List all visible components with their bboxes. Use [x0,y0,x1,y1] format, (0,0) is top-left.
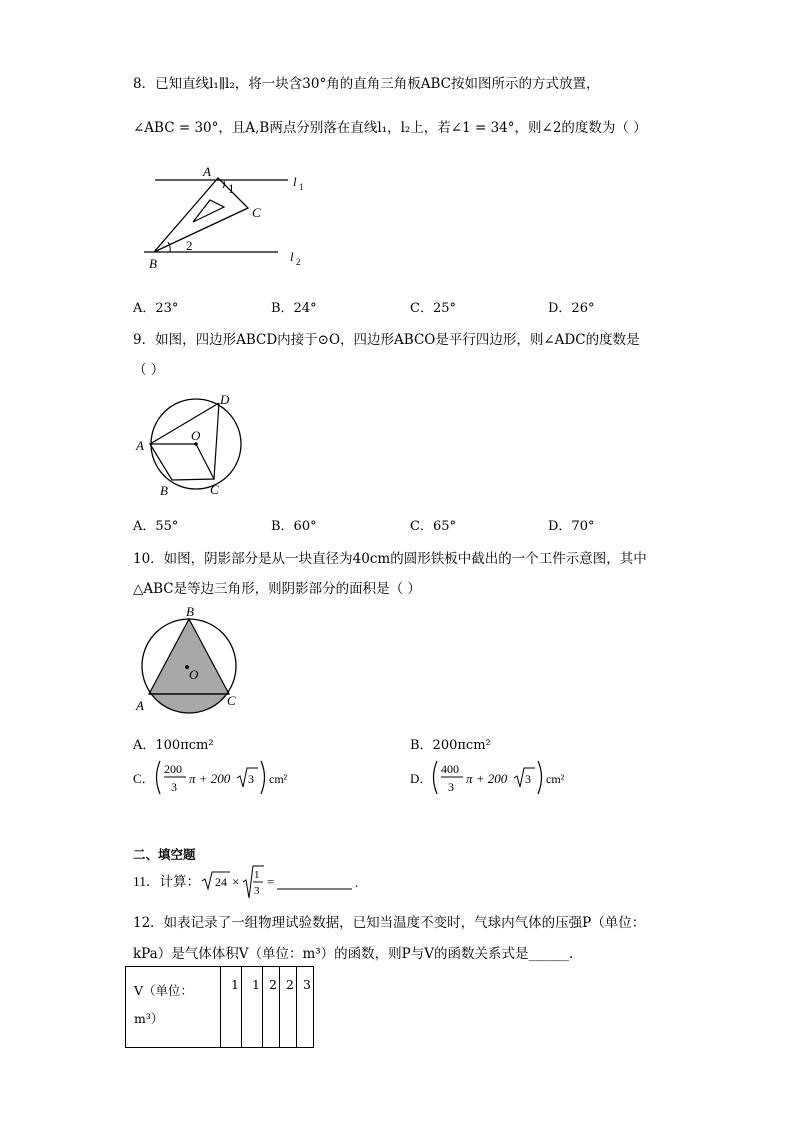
table-cell: 2 [280,967,297,1048]
table-cell: 3 [297,967,314,1048]
section-title: 二、填空题 [133,848,196,862]
table-cell: 1 [221,967,242,1048]
svg-text:.: . [355,875,359,890]
q10-option-d [407,756,587,800]
label-angle1: 1 [228,181,235,196]
svg-text:π + 200: π + 200 [466,771,508,786]
label-l1-sub: 1 [299,182,304,192]
q8-option-c: C．25° [410,301,456,316]
label-d: D [220,392,230,407]
svg-text:3: 3 [171,780,177,794]
label-a: A [136,698,144,713]
q11-line [130,862,370,902]
svg-text:3: 3 [254,885,260,897]
q9-option-c: C．65° [410,519,456,534]
q12-line1: 12．如表记录了一组物理试验数据，已知当温度不变时，气球内气体的压强P（单位： [133,915,646,931]
table-header-cell [126,967,221,1048]
parallelogram-abco [150,444,214,480]
label-o: O [189,667,199,682]
q8-figure [130,160,320,275]
table-cell: 1 [242,967,263,1048]
label-o: O [191,428,201,443]
svg-text:D．: D． [410,771,433,786]
svg-text:11．计算：: 11．计算： [133,874,200,889]
svg-text:cm²: cm² [269,772,288,786]
label-c: C [227,693,236,708]
svg-text:=: = [267,874,275,889]
svg-text:3: 3 [248,772,254,786]
q12-data-table [125,966,314,1048]
svg-text:3: 3 [448,780,454,794]
svg-text:×: × [232,874,240,889]
q9-option-b: B．60° [271,519,317,534]
svg-text:C．: C． [133,771,155,786]
label-a: A [136,438,144,453]
q8-line1: 8．已知直线l₁∥l₂，将一块含30°角的直角三角板ABC按如图所示的方式放置， [133,76,600,92]
q9-line1: 9．如图，四边形ABCD内接于⊙O，四边形ABCO是平行四边形，则∠ADC的度数是 [133,332,640,348]
table-header-line2: m³） [134,1011,164,1026]
q9-line2: （ ） [133,362,165,378]
label-l2-sub: 2 [296,257,301,267]
q10-figure [130,602,250,720]
q12-line2: kPa）是气体体积V（单位：m³）的函数，则P与V的函数关系式是______. [133,946,574,962]
table-cell: 2 [263,967,280,1048]
label-b: B [160,483,168,498]
segment-ad [150,403,219,444]
q8-option-b: B．24° [271,301,317,316]
segment-dc [214,403,219,479]
svg-text:1: 1 [254,869,260,881]
svg-text:π + 200: π + 200 [189,771,231,786]
q10-line1: 10．如图，阴影部分是从一块直径为40cm的圆形铁板中截出的一个工件示意图，其中 [133,551,647,567]
q10-option-b: B．200πcm² [410,738,491,753]
label-b: B [186,604,194,619]
q9-option-d: D．70° [548,519,595,534]
inner-triangle [193,200,224,222]
table-header-line1: V（单位： [134,983,194,998]
q8-option-d: D．26° [548,301,595,316]
label-b: B [149,256,157,271]
q9-figure [130,388,250,503]
svg-text:400: 400 [441,762,459,776]
label-angle2: 2 [186,238,193,253]
shaded-triangle [149,619,229,694]
table-row [126,967,314,1048]
svg-text:200: 200 [164,762,182,776]
label-c: C [252,205,261,220]
q10-line2: △ABC是等边三角形，则阴影部分的面积是（ ） [133,581,421,597]
q10-option-a: A．100πcm² [133,738,214,753]
svg-text:cm²: cm² [546,772,565,786]
q8-option-a: A．23° [133,301,179,316]
label-a: A [203,164,211,179]
label-c: C [210,482,219,497]
label-l2: l [290,249,294,264]
svg-text:24: 24 [215,875,227,889]
angle2-arc [168,242,170,252]
q10-option-c [130,756,310,800]
label-l1: l [293,174,297,189]
q9-option-a: A．55° [133,519,179,534]
svg-text:3: 3 [525,772,531,786]
q8-line2: ∠ABC = 30°，且A,B两点分别落在直线l₁，l₂上，若∠1 = 34°，则∠2的度数为（ ） [133,120,647,136]
